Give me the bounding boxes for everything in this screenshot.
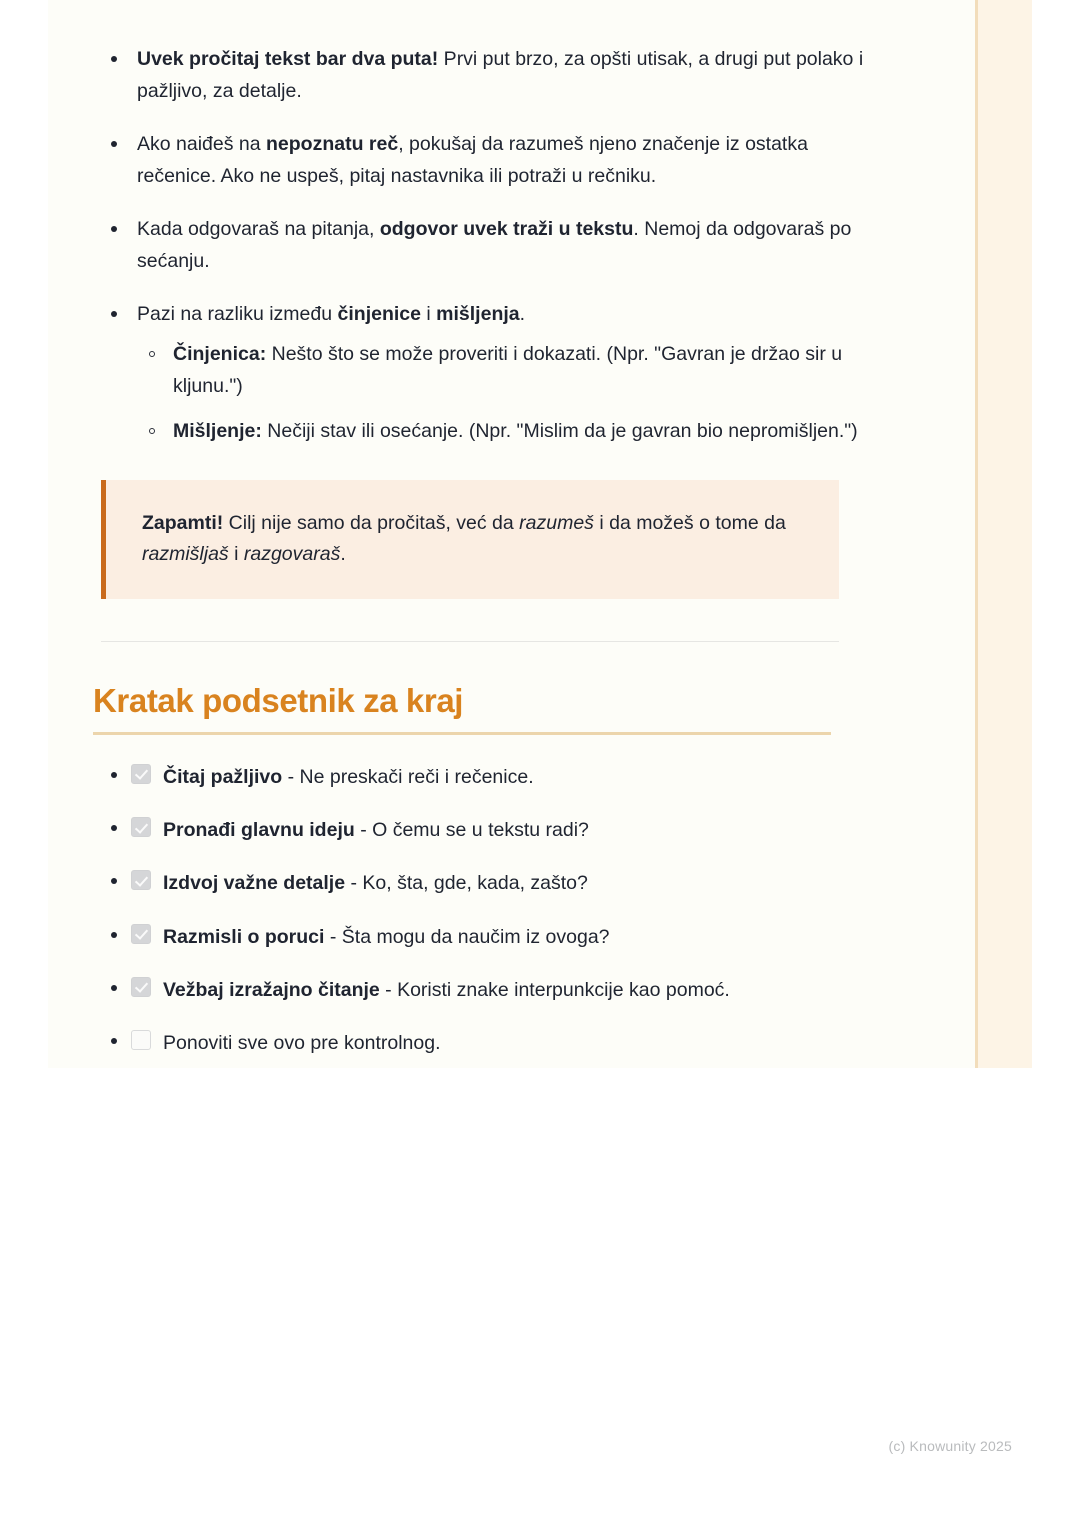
checklist-body-text: - Koristi znake interpunkcije kao pomoć. bbox=[379, 978, 730, 1001]
callout-emphasis-razmisljas: razmišljaš bbox=[142, 543, 229, 566]
subitem-body-text: Nečiji stav ili osećanje. (Npr. "Mislim da je gavran bio nepromišljen.") bbox=[261, 420, 858, 443]
list-item bbox=[93, 299, 883, 447]
checklist-lead-text: Čitaj pažljivo bbox=[163, 765, 283, 788]
section-heading-underline bbox=[93, 732, 831, 735]
checklist-body-text: - Šta mogu da naučim iz ovoga? bbox=[324, 925, 610, 948]
callout-emphasis-razumes: razumeš bbox=[519, 511, 594, 534]
section-divider bbox=[101, 641, 839, 642]
checklist-lead-text: Izdvoj važne detalje bbox=[163, 872, 346, 895]
list-item bbox=[93, 214, 883, 277]
checkbox-icon[interactable] bbox=[131, 870, 151, 890]
checklist-body-text: - Ne preskači reči i rečenice. bbox=[282, 765, 534, 788]
tip-body-text: , pokušaj da razumeš njeno značenje iz ostatka rečenice. Ako ne uspeš, pitaj nastavnika ili potraži u rečniku. bbox=[137, 133, 808, 187]
subitem-body-text: Nešto što se može proveriti i dokazati. (Npr. "Gavran je držao sir u kljunu.") bbox=[173, 343, 843, 397]
checklist-body-text: - O čemu se u tekstu radi? bbox=[354, 819, 589, 842]
list-item bbox=[93, 869, 883, 897]
fact-opinion-sublist bbox=[137, 339, 883, 448]
list-item bbox=[137, 339, 883, 402]
checklist-lead-text: Vežbaj izražajno čitanje bbox=[163, 978, 380, 1001]
list-item bbox=[93, 923, 883, 951]
summary-checklist bbox=[93, 763, 883, 1058]
callout-text-part3: i bbox=[228, 543, 244, 566]
checkbox-icon[interactable] bbox=[131, 817, 151, 837]
checklist-lead-text: Pronađi glavnu ideju bbox=[163, 819, 355, 842]
document-content bbox=[93, 44, 883, 1057]
document-sheet bbox=[48, 0, 1032, 1068]
checklist-lead-text: Razmisli o poruci bbox=[163, 925, 325, 948]
list-item bbox=[93, 816, 883, 844]
checkbox-icon[interactable] bbox=[131, 764, 151, 784]
callout-text-part1: Cilj nije samo da pročitaš, već da bbox=[223, 511, 520, 534]
checkbox-icon[interactable] bbox=[131, 924, 151, 944]
sheet-side-strip bbox=[975, 0, 1032, 1068]
checklist-body-text: Ponoviti sve ovo pre kontrolnog. bbox=[163, 1032, 441, 1055]
tip-lead-text: nepoznatu reč bbox=[266, 133, 399, 156]
tip-middle-text: i bbox=[420, 303, 437, 326]
subitem-lead-text: Mišljenje: bbox=[173, 420, 262, 443]
list-item bbox=[93, 44, 883, 107]
callout-emphasis-razgovaras: razgovaraš bbox=[243, 543, 341, 566]
footer-copyright: (c) Knowunity 2025 bbox=[888, 1438, 1012, 1454]
tip-prefix-text: Pazi na razliku između bbox=[137, 303, 338, 326]
tip-body-text: . bbox=[519, 303, 526, 326]
checkbox-icon[interactable] bbox=[131, 977, 151, 997]
checkbox-icon[interactable] bbox=[131, 1030, 151, 1050]
callout-text-part2: i da možeš o tome da bbox=[593, 511, 786, 534]
tip-body-text: . Nemoj da odgovaraš po sećanju. bbox=[137, 218, 852, 272]
list-item bbox=[93, 976, 883, 1004]
checklist-body-text: - Ko, šta, gde, kada, zašto? bbox=[345, 872, 588, 895]
tip-prefix-text: Ako naiđeš na bbox=[137, 133, 267, 156]
callout-lead-text: Zapamti! bbox=[142, 511, 224, 534]
list-item bbox=[93, 129, 883, 192]
reading-tips-list bbox=[93, 44, 883, 448]
tip-lead-text: činjenice bbox=[337, 303, 421, 326]
tip-prefix-text: Kada odgovaraš na pitanja, bbox=[137, 218, 380, 241]
tip-lead-text: odgovor uvek traži u tekstu bbox=[379, 218, 634, 241]
tip-lead-text: Uvek pročitaj tekst bar dva puta! bbox=[137, 48, 439, 70]
list-item bbox=[137, 416, 883, 448]
callout-text-part4: . bbox=[340, 543, 346, 566]
section-heading: Kratak podsetnik za kraj bbox=[93, 681, 464, 719]
remember-callout bbox=[101, 480, 839, 599]
tip-lead-text-secondary: mišljenja bbox=[436, 303, 520, 326]
list-item bbox=[93, 1029, 883, 1057]
tip-body-text: Prvi put brzo, za opšti utisak, a drugi put polako i pažljivo, za detalje. bbox=[137, 48, 864, 102]
list-item bbox=[93, 763, 883, 791]
subitem-lead-text: Činjenica: bbox=[173, 343, 267, 366]
